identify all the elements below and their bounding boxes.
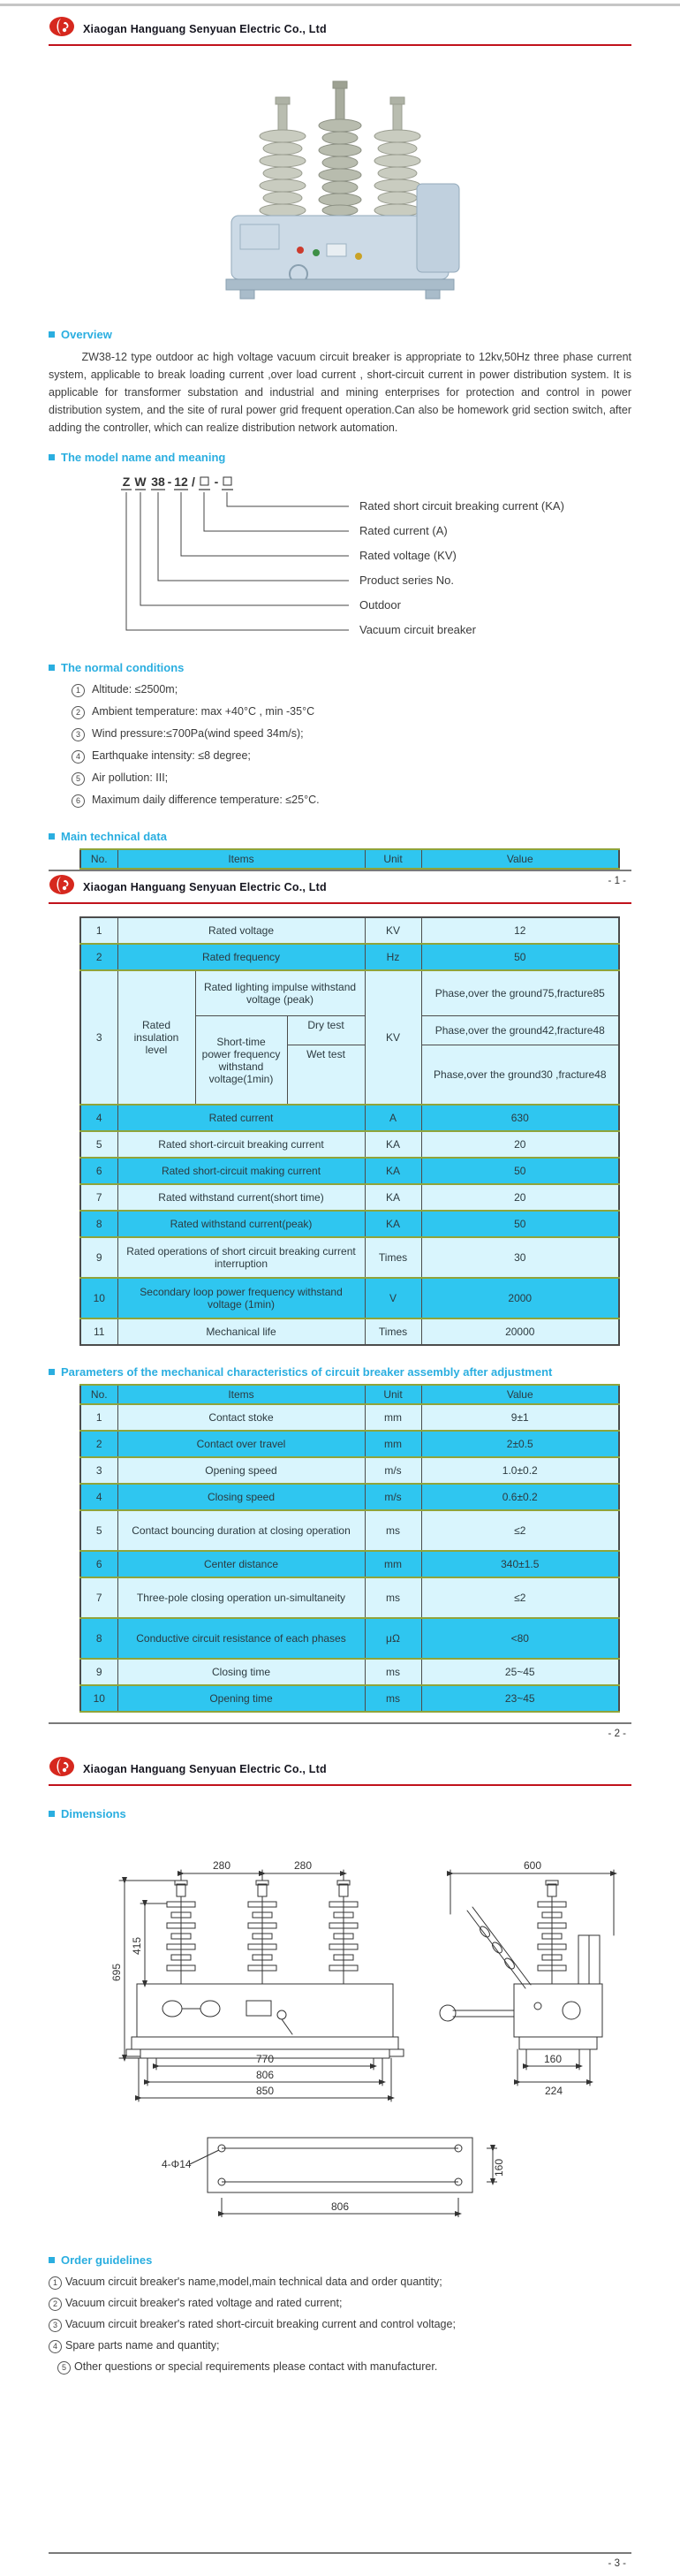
dim-label: 806 xyxy=(330,2200,350,2213)
model-heading xyxy=(49,451,631,464)
page-3 xyxy=(0,1746,680,2576)
cell-item: Rated frequency xyxy=(117,944,365,970)
cell-unit: μΩ xyxy=(365,1618,421,1659)
model-label: Rated short circuit breaking current (KA) xyxy=(359,499,564,513)
model-code-w: W xyxy=(134,475,147,489)
order-heading-label: Order guidelines xyxy=(61,2253,153,2267)
circled-number-icon: 2 xyxy=(72,706,85,719)
dim-label: 770 xyxy=(255,2053,275,2065)
model-label: Product series No. xyxy=(359,574,454,587)
condition-text: Maximum daily difference temperature: ≤25°C. xyxy=(92,794,320,806)
cell-item: Opening time xyxy=(117,1685,365,1712)
main-data-heading-label: Main technical data xyxy=(61,830,167,843)
dim-label: 280 xyxy=(293,1859,313,1872)
cell-unit: mm xyxy=(365,1551,421,1577)
model-diagram xyxy=(75,469,631,647)
header-rule xyxy=(49,44,631,46)
model-label: Outdoor xyxy=(359,598,401,612)
col-items: Items xyxy=(117,849,365,869)
cell-item: Rated voltage xyxy=(117,917,365,944)
model-code-z: Z xyxy=(122,475,131,489)
cell-unit: ms xyxy=(365,1685,421,1712)
cell-no: 9 xyxy=(80,1659,117,1685)
section-bullet-icon xyxy=(49,1811,55,1817)
cell-unit: Hz xyxy=(365,944,421,970)
condition-item xyxy=(72,749,631,764)
table-row xyxy=(80,1551,619,1577)
cell-item: Opening speed xyxy=(117,1457,365,1484)
circled-number-icon: 1 xyxy=(49,2276,62,2290)
cell-unit: ms xyxy=(365,1577,421,1618)
cell-unit: mm xyxy=(365,1404,421,1431)
cell-unit: mm xyxy=(365,1431,421,1457)
cell-item: Three-pole closing operation un-simultaneity xyxy=(117,1577,365,1618)
circled-number-icon: 5 xyxy=(57,2361,71,2375)
product-photo xyxy=(49,51,631,314)
main-technical-table xyxy=(79,916,620,1346)
mech-heading xyxy=(49,1365,631,1379)
cell-unit: KA xyxy=(365,1158,421,1184)
condition-text: Earthquake intensity: ≤8 degree; xyxy=(92,749,251,762)
company-name: Xiaogan Hanguang Senyuan Electric Co., Ltd xyxy=(83,880,327,893)
cell-value: ≤2 xyxy=(421,1510,619,1551)
cell-value: 50 xyxy=(421,1211,619,1237)
col-unit: Unit xyxy=(365,1385,421,1404)
model-code-box1 xyxy=(200,477,208,485)
section-bullet-icon xyxy=(49,454,55,460)
cell-item: Contact bouncing duration at closing operation xyxy=(117,1510,365,1551)
order-heading xyxy=(49,2253,631,2267)
condition-text: Air pollution: III; xyxy=(92,771,169,784)
conditions-heading-label: The normal conditions xyxy=(61,661,185,674)
circled-number-icon: 3 xyxy=(72,728,85,741)
table-row xyxy=(80,970,619,1016)
cell-item: Center distance xyxy=(117,1551,365,1577)
cell-unit: KA xyxy=(365,1131,421,1158)
col-value: Value xyxy=(421,849,619,869)
cell-value: 20 xyxy=(421,1131,619,1158)
cell-value: 50 xyxy=(421,1158,619,1184)
cell-no: 3 xyxy=(80,970,117,1105)
condition-text: Ambient temperature: max +40°C , min -35°C xyxy=(92,705,315,718)
cell-value: 30 xyxy=(421,1237,619,1278)
cell-unit: Times xyxy=(365,1318,421,1345)
model-code-dash1: - xyxy=(167,475,172,489)
col-no: No. xyxy=(80,849,117,869)
circled-number-icon: 4 xyxy=(49,2340,62,2353)
order-text: Spare parts name and quantity; xyxy=(65,2339,220,2352)
cell-item: Mechanical life xyxy=(117,1318,365,1345)
table-row xyxy=(80,917,619,944)
company-name: Xiaogan Hanguang Senyuan Electric Co., Ltd xyxy=(83,22,327,35)
dim-label: 280 xyxy=(212,1859,231,1872)
table-row xyxy=(80,1484,619,1510)
cell-no: 1 xyxy=(80,917,117,944)
condition-text: Wind pressure:≤700Pa(wind speed 34m/s); xyxy=(92,727,304,740)
condition-item xyxy=(72,683,631,697)
cell-unit: KA xyxy=(365,1211,421,1237)
page-number: - 3 - xyxy=(608,2558,626,2569)
circled-number-icon: 3 xyxy=(49,2319,62,2332)
cell-value: 2000 xyxy=(421,1278,619,1318)
cell-item: Rated current xyxy=(117,1105,365,1131)
dim-label: 850 xyxy=(255,2085,275,2097)
cell-unit: KV xyxy=(365,970,421,1105)
cell-subitem: Rated lighting impulse withstand voltage (peak) xyxy=(195,970,365,1016)
cell-unit: ms xyxy=(365,1659,421,1685)
cell-no: 8 xyxy=(80,1211,117,1237)
table-row xyxy=(80,1237,619,1278)
cell-no: 8 xyxy=(80,1618,117,1659)
order-text: Vacuum circuit breaker's name,model,main technical data and order quantity; xyxy=(65,2276,442,2288)
cell-item: Closing speed xyxy=(117,1484,365,1510)
circled-number-icon: 6 xyxy=(72,794,85,808)
cell-no: 6 xyxy=(80,1158,117,1184)
page-footer xyxy=(49,2552,631,2576)
model-label: Rated voltage (KV) xyxy=(359,549,457,562)
overview-heading-label: Overview xyxy=(61,328,112,341)
model-heading-label: The model name and meaning xyxy=(61,451,226,464)
cell-unit: ms xyxy=(365,1510,421,1551)
table-row xyxy=(80,1685,619,1712)
cell-value: 9±1 xyxy=(421,1404,619,1431)
cell-value: 12 xyxy=(421,917,619,944)
order-item xyxy=(49,2360,631,2375)
company-logo-icon xyxy=(49,874,75,900)
cell-unit: V xyxy=(365,1278,421,1318)
table-row xyxy=(80,1278,619,1318)
cell-unit: m/s xyxy=(365,1457,421,1484)
table-row xyxy=(80,1318,619,1345)
order-text: Other questions or special requirements please contact with manufacturer. xyxy=(74,2360,438,2373)
company-logo-icon xyxy=(49,1756,75,1782)
header-rule xyxy=(49,1784,631,1786)
main-data-heading xyxy=(49,830,631,843)
dim-label: 415 xyxy=(131,1936,143,1956)
page-header xyxy=(49,1746,631,1782)
condition-item xyxy=(72,705,631,719)
mechanical-table xyxy=(79,1384,620,1713)
cell-value: 340±1.5 xyxy=(421,1551,619,1577)
model-code-12: 12 xyxy=(174,475,188,489)
table-row xyxy=(80,1457,619,1484)
cell-value: 0.6±0.2 xyxy=(421,1484,619,1510)
cell-no: 5 xyxy=(80,1131,117,1158)
overview-paragraph: ZW38-12 type outdoor ac high voltage vacuum circuit breaker is appropriate to 12kv,50Hz three phase current system, applicable to break loading current ,over load current , short-circuit current in power distribution system. It is applicable for transformer substation and industrial and mining enterprises for protection and control in power distribution system, and the site of rural power grid frequent operation.Can also be homework grid section switch, after adding the controller, which can realize distribution network automation. xyxy=(49,351,631,434)
circled-number-icon: 2 xyxy=(49,2298,62,2311)
cell-unit: KV xyxy=(365,917,421,944)
cell-item: Conductive circuit resistance of each phases xyxy=(117,1618,365,1659)
order-text: Vacuum circuit breaker's rated short-circuit breaking current and control voltage; xyxy=(65,2318,456,2330)
table-row xyxy=(80,1510,619,1551)
cell-value: 1.0±0.2 xyxy=(421,1457,619,1484)
cell-item: Closing time xyxy=(117,1659,365,1685)
page-2 xyxy=(0,864,680,1746)
dim-label: 224 xyxy=(544,2085,563,2097)
cell-item: Rated short-circuit breaking current xyxy=(117,1131,365,1158)
cell-no: 7 xyxy=(80,1577,117,1618)
table-row xyxy=(80,1184,619,1211)
cell-no: 10 xyxy=(80,1278,117,1318)
order-item xyxy=(49,2297,631,2311)
model-code-slash: / xyxy=(192,475,195,489)
cell-subitem: Dry test xyxy=(287,1016,365,1045)
table-header-row xyxy=(80,1385,619,1404)
cell-unit: KA xyxy=(365,1184,421,1211)
condition-item xyxy=(72,794,631,808)
table-row xyxy=(80,944,619,970)
cell-item: Rated insulation level xyxy=(117,970,195,1105)
table-row xyxy=(80,1158,619,1184)
overview-heading xyxy=(49,328,631,341)
section-bullet-icon xyxy=(49,1369,55,1375)
cell-item: Contact stoke xyxy=(117,1404,365,1431)
table-row xyxy=(80,1404,619,1431)
conditions-list xyxy=(49,683,631,816)
table-row xyxy=(80,1659,619,1685)
condition-text: Altitude: ≤2500m; xyxy=(92,683,178,695)
page-footer xyxy=(49,1722,631,1746)
circled-number-icon: 4 xyxy=(72,750,85,764)
cell-unit: m/s xyxy=(365,1484,421,1510)
circled-number-icon: 1 xyxy=(72,684,85,697)
condition-item xyxy=(72,727,631,741)
table-row xyxy=(80,1105,619,1131)
dim-label: 806 xyxy=(255,2069,275,2081)
cell-value: 50 xyxy=(421,944,619,970)
cell-subitem: Short-time power frequency withstand voltage(1min) xyxy=(195,1016,287,1106)
section-bullet-icon xyxy=(49,665,55,671)
order-guidelines-list xyxy=(49,2276,631,2382)
cell-no: 11 xyxy=(80,1318,117,1345)
table-row xyxy=(80,1211,619,1237)
section-bullet-icon xyxy=(49,331,55,338)
cell-no: 10 xyxy=(80,1685,117,1712)
cell-value: ≤2 xyxy=(421,1577,619,1618)
cell-no: 9 xyxy=(80,1237,117,1278)
cell-value: Phase,over the ground75,fracture85 xyxy=(421,970,619,1016)
cell-no: 3 xyxy=(80,1457,117,1484)
section-bullet-icon xyxy=(49,2257,55,2263)
cell-item: Rated operations of short circuit breaking current interruption xyxy=(117,1237,365,1278)
condition-item xyxy=(72,771,631,786)
order-item xyxy=(49,2276,631,2290)
page-header xyxy=(49,6,631,42)
circled-number-icon: 5 xyxy=(72,772,85,786)
company-logo-icon xyxy=(49,16,75,42)
model-code-dash2: - xyxy=(214,475,219,489)
dimensions-heading-label: Dimensions xyxy=(61,1807,126,1820)
cell-subitem: Wet test xyxy=(287,1045,365,1106)
col-items: Items xyxy=(117,1385,365,1404)
table-row xyxy=(80,1431,619,1457)
dim-label: 160 xyxy=(543,2053,563,2065)
page-1 xyxy=(0,6,680,886)
conditions-heading xyxy=(49,661,631,674)
model-code-38: 38 xyxy=(151,475,165,489)
order-item xyxy=(49,2318,631,2332)
cell-value: 20000 xyxy=(421,1318,619,1345)
table-row xyxy=(80,1618,619,1659)
cell-no: 4 xyxy=(80,1105,117,1131)
cell-no: 2 xyxy=(80,944,117,970)
page-header xyxy=(49,864,631,900)
header-rule xyxy=(49,902,631,904)
table-row xyxy=(80,1131,619,1158)
cell-item: Rated withstand current(short time) xyxy=(117,1184,365,1211)
table-row xyxy=(80,1577,619,1618)
cell-no: 5 xyxy=(80,1510,117,1551)
section-bullet-icon xyxy=(49,833,55,840)
cell-item: Contact over travel xyxy=(117,1431,365,1457)
company-name: Xiaogan Hanguang Senyuan Electric Co., Ltd xyxy=(83,1762,327,1775)
cell-unit: Times xyxy=(365,1237,421,1278)
order-item xyxy=(49,2339,631,2353)
cell-no: 1 xyxy=(80,1404,117,1431)
cell-no: 7 xyxy=(80,1184,117,1211)
dim-label: 600 xyxy=(523,1859,542,1872)
cell-no: 2 xyxy=(80,1431,117,1457)
cell-value: Phase,over the ground42,fracture48 xyxy=(421,1016,619,1045)
dim-label: 695 xyxy=(110,1963,123,1982)
cell-item: Rated withstand current(peak) xyxy=(117,1211,365,1237)
cell-no: 6 xyxy=(80,1551,117,1577)
cell-value: Phase,over the ground30 ,fracture48 xyxy=(421,1045,619,1106)
cell-item: Secondary loop power frequency withstand voltage (1min) xyxy=(117,1278,365,1318)
model-label: Rated current (A) xyxy=(359,524,448,537)
model-label: Vacuum circuit breaker xyxy=(359,623,476,636)
model-code-box2 xyxy=(223,477,231,485)
dim-label: 4-Φ14 xyxy=(162,2158,192,2170)
cell-value: 2±0.5 xyxy=(421,1431,619,1457)
dimension-drawing xyxy=(49,1829,631,2118)
page-number: - 2 - xyxy=(608,1729,626,1739)
col-unit: Unit xyxy=(365,849,421,869)
cell-value: 630 xyxy=(421,1105,619,1131)
order-text: Vacuum circuit breaker's rated voltage and rated current; xyxy=(65,2297,343,2309)
cell-value: 20 xyxy=(421,1184,619,1211)
page-number: - 1 - xyxy=(608,876,626,886)
cell-value: 23~45 xyxy=(421,1685,619,1712)
cell-value: <80 xyxy=(421,1618,619,1659)
dimensions-heading xyxy=(49,1807,631,1820)
cell-unit: A xyxy=(365,1105,421,1131)
cell-value: 25~45 xyxy=(421,1659,619,1685)
col-no: No. xyxy=(80,1385,117,1404)
mech-heading-label: Parameters of the mechanical characteristics of circuit breaker assembly after adjustment xyxy=(61,1365,553,1379)
mounting-plate-drawing xyxy=(49,2122,631,2239)
cell-item: Rated short-circuit making current xyxy=(117,1158,365,1184)
col-value: Value xyxy=(421,1385,619,1404)
dim-label: 160 xyxy=(493,2158,505,2177)
cell-no: 4 xyxy=(80,1484,117,1510)
